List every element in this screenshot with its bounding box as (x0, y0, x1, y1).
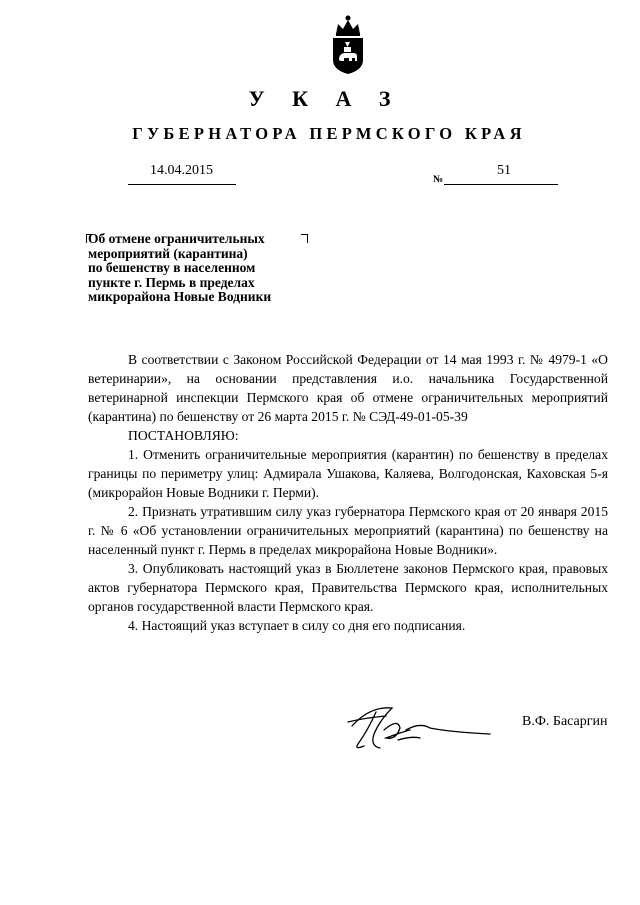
document-body (88, 350, 608, 635)
item-paragraph: 4. Настоящий указ вступает в силу со дня его подписания. (128, 618, 466, 633)
document-subject (88, 232, 318, 305)
coat-of-arms-icon (326, 14, 370, 76)
item-paragraph: 2. Признать утратившим силу указ губернатора Пермского края от 20 января 2015 г. № 6 «Об установлении ограничительных мероприятий (карантина) по бешенству на населенный пункт г. Пермь в пределах микрорайона Новые Водники». (88, 504, 608, 557)
document-number: 51 (497, 163, 511, 178)
document-title: У К А З (248, 86, 402, 111)
document-subtitle: ГУБЕРНАТОРА ПЕРМСКОГО КРАЯ (132, 124, 526, 143)
subject-line: пункте г. Пермь в пределах (88, 274, 255, 290)
number-sign: № (433, 174, 444, 185)
handwritten-signature-icon (340, 700, 510, 760)
item-paragraph: 1. Отменить ограничительные мероприятия (карантин) по бешенству в пределах границы по периметру улиц: Адмирала Ушакова, Каляева, Волгодонская, Каховская 5-я (микрорайон Новые Водники г. Перми). (88, 447, 608, 500)
item-paragraph: 3. Опубликовать настоящий указ в Бюллетене законов Пермского края, правовых актов губернатора Пермского края, Правительства Пермского края, исполнительных органов государственной власти Пермского края. (88, 561, 608, 614)
subject-line: микрорайона Новые Водники (88, 289, 272, 304)
subject-line: Об отмене ограничительных (88, 231, 265, 246)
decree-word: ПОСТАНОВЛЯЮ: (128, 428, 239, 443)
signer-name: В.Ф. Басаргин (522, 714, 608, 729)
preamble-paragraph: В соответствии с Законом Российской Федерации от 14 мая 1993 г. № 4979-1 «О ветеринарии», на основании представления и.о. начальника Государственной ветеринарной инспекции Пермского края об отмене ограничительных мероприятий (карантина) по бешенству от 26 марта 2015 г. № СЭД-49-01-05-39 (88, 352, 608, 424)
subject-line: мероприятий (карантина) (88, 245, 248, 261)
subject-line: по бешенству в населенном (88, 260, 256, 275)
document-date: 14.04.2015 (150, 163, 213, 178)
